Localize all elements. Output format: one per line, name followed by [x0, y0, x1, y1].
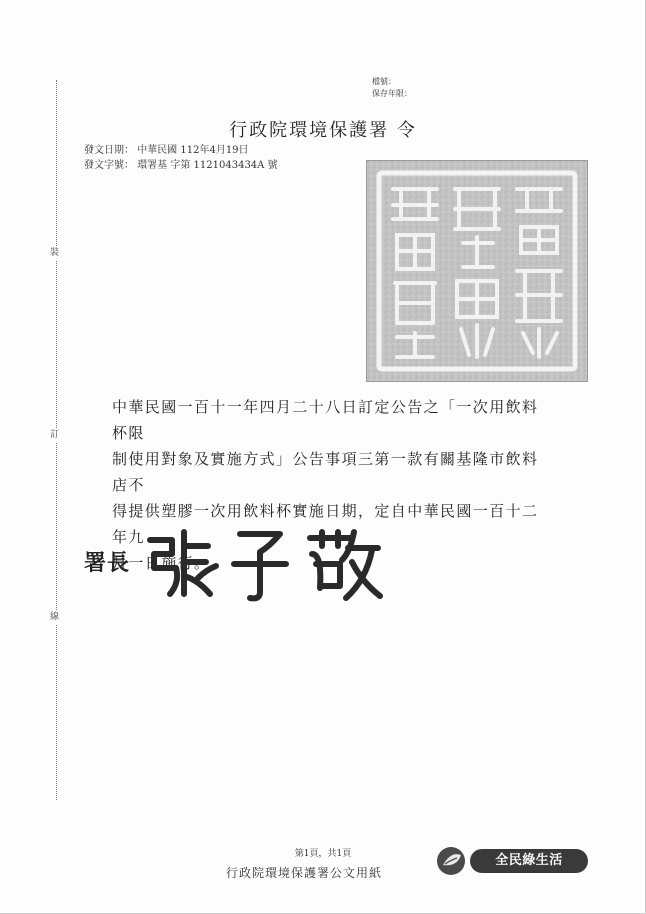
logo-text: 全民綠生活 [470, 849, 588, 873]
binding-char-bottom: 線 [50, 612, 60, 622]
issue-date-label: 發文日期： [84, 145, 134, 156]
form-name: 行政院環境保護署公文用紙 [226, 866, 383, 880]
seal-graphic [367, 161, 587, 381]
binding-char-mid: 訂 [50, 430, 60, 440]
order-body-line-1: 中華民國一百十一年四月二十八日訂定公告之「一次用飲料杯限 [112, 398, 539, 442]
archive-number-label: 檔號： [372, 77, 396, 86]
document-title: 行政院環境保護署 令 [229, 120, 417, 141]
official-seal [366, 160, 588, 382]
order-body-line-4: 月一日施行。 [112, 554, 211, 572]
binding-char-top: 裝 [50, 248, 60, 258]
signatory-title: 署長 [84, 550, 131, 576]
reference-number-label: 發文字號： [84, 160, 134, 171]
handwritten-signature [140, 518, 420, 608]
reference-number-value: 環署基 字第 1121043434A 號 [137, 160, 278, 171]
leaf-icon [436, 846, 468, 876]
order-body-line-3: 得提供塑膠一次用飲料杯實施日期，定自中華民國一百十二年九 [112, 502, 539, 546]
green-living-logo [436, 846, 592, 876]
archive-info [372, 76, 412, 100]
page-number: 第1頁，共1頁 [294, 849, 352, 859]
retention-period-label: 保存年限： [372, 89, 412, 98]
reference-number [84, 156, 278, 171]
issue-date [84, 141, 249, 156]
issue-date-value: 中華民國 112年4月19日 [137, 145, 249, 156]
order-body-line-2: 制使用對象及實施方式」公告事項三第一款有關基隆市飲料店不 [112, 450, 539, 494]
